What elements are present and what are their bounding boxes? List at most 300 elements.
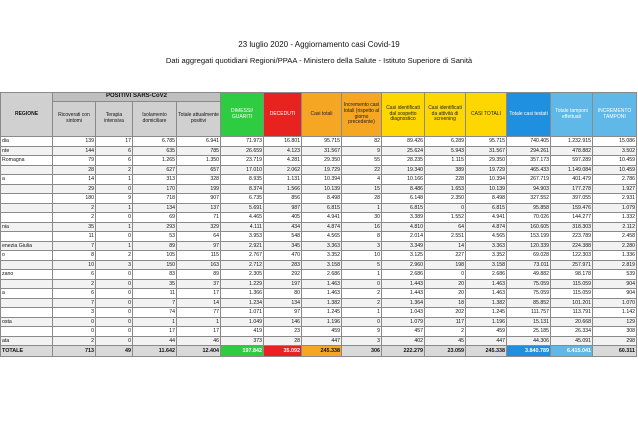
table-cell: 71 — [177, 213, 221, 223]
header-region: REGIONE — [1, 93, 53, 137]
table-cell: 8 — [342, 232, 382, 242]
total-cell: 11.642 — [133, 346, 177, 357]
table-cell: 2 — [425, 327, 466, 337]
table-cell: 373 — [221, 336, 264, 346]
table-cell: 1 — [342, 203, 382, 213]
table-cell: 55 — [342, 156, 382, 166]
table-cell: 0 — [96, 184, 133, 194]
table-cell: 1 — [342, 270, 382, 280]
table-cell: 10.394 — [466, 175, 507, 185]
table-cell: 35 — [133, 279, 177, 289]
table-cell: 1.043 — [382, 308, 425, 318]
table-cell: 17 — [96, 137, 133, 147]
table-cell: 19.340 — [382, 165, 425, 175]
table-cell: 2 — [53, 279, 96, 289]
table-cell: 144 — [53, 146, 96, 156]
table-cell: 0 — [425, 203, 466, 213]
table-cell: 224.388 — [551, 241, 593, 251]
table-cell: 10 — [342, 251, 382, 261]
table-row — [1, 327, 637, 337]
table-cell: 2.551 — [425, 232, 466, 242]
table-cell: 4.941 — [466, 213, 507, 223]
table-cell: 740.405 — [507, 137, 551, 147]
table-cell: 457 — [382, 327, 425, 337]
table-cell: 4.941 — [302, 213, 342, 223]
table-cell: 113.791 — [551, 308, 593, 318]
table-row — [1, 175, 637, 185]
table-cell: 0 — [96, 289, 133, 299]
region-name-cell: a — [1, 175, 53, 185]
table-cell: 2 — [53, 203, 96, 213]
table-cell: 1.245 — [466, 308, 507, 318]
table-cell: 0 — [96, 298, 133, 308]
region-name-cell: zano — [1, 270, 53, 280]
table-cell: 25.185 — [507, 327, 551, 337]
table-cell: 1.245 — [302, 308, 342, 318]
table-cell: 1 — [96, 222, 133, 232]
table-cell: 3.352 — [302, 251, 342, 261]
region-name-cell: dia — [1, 137, 53, 147]
table-cell: 10.459 — [593, 156, 637, 166]
table-cell: 117 — [425, 317, 466, 327]
table-cell: 308 — [593, 327, 637, 337]
table-cell: 4 — [342, 175, 382, 185]
table-cell: 3 — [342, 336, 382, 346]
table-row — [1, 184, 637, 194]
table-cell: 144.277 — [551, 213, 593, 223]
table-row — [1, 156, 637, 166]
header-deceduti: DECEDUTI — [264, 93, 302, 137]
table-cell: 2.458 — [593, 232, 637, 242]
table-cell: 4.465 — [221, 213, 264, 223]
table-cell: 8.498 — [466, 194, 507, 204]
table-cell: 1.350 — [177, 156, 221, 166]
table-cell: 53 — [133, 232, 177, 242]
total-cell: 713 — [53, 346, 96, 357]
table-cell: 3 — [96, 260, 133, 270]
table-cell: 17.010 — [221, 165, 264, 175]
table-cell: 227 — [425, 251, 466, 261]
table-cell: 17 — [177, 327, 221, 337]
table-cell: 1.443 — [382, 289, 425, 299]
table-cell: 6.815 — [466, 203, 507, 213]
table-cell: 3.389 — [382, 213, 425, 223]
table-cell: 77 — [177, 308, 221, 318]
table-cell: 1.463 — [466, 289, 507, 299]
table-cell: 2 — [342, 289, 382, 299]
table-cell: 2 — [342, 298, 382, 308]
table-cell: 0 — [96, 327, 133, 337]
table-cell: 1.265 — [133, 156, 177, 166]
table-cell: 1.366 — [221, 289, 264, 299]
table-cell: 785 — [177, 146, 221, 156]
table-cell: 0 — [96, 336, 133, 346]
table-cell: 257.971 — [551, 260, 593, 270]
region-name-cell: ata — [1, 336, 53, 346]
table-cell: 16 — [342, 222, 382, 232]
table-cell: 478.882 — [551, 146, 593, 156]
total-label: TOTALE — [1, 346, 53, 357]
table-cell: 6.735 — [221, 194, 264, 204]
table-cell: 1.336 — [593, 251, 637, 261]
table-cell: 3.363 — [302, 241, 342, 251]
table-cell: 2.014 — [382, 232, 425, 242]
table-cell: 1 — [96, 241, 133, 251]
table-cell: 6.941 — [177, 137, 221, 147]
table-cell: 1 — [133, 317, 177, 327]
table-cell: 0 — [96, 279, 133, 289]
table-cell: 635 — [133, 146, 177, 156]
table-cell: 1.131 — [264, 175, 302, 185]
table-row — [1, 194, 637, 204]
table-cell: 1.463 — [302, 289, 342, 299]
table-cell: 5 — [342, 260, 382, 270]
report-title: 23 luglio 2020 - Aggiornamento casi Covid-19 — [238, 40, 400, 49]
table-cell: 447 — [302, 336, 342, 346]
table-row — [1, 260, 637, 270]
table-cell: 170 — [133, 184, 177, 194]
region-name-cell: o — [1, 251, 53, 261]
table-cell: 129 — [593, 317, 637, 327]
table-cell: 313 — [133, 175, 177, 185]
table-cell: 1.196 — [466, 317, 507, 327]
total-cell: 222.279 — [382, 346, 425, 357]
table-cell: 447 — [466, 336, 507, 346]
table-cell: 74 — [133, 308, 177, 318]
region-name-cell — [1, 308, 53, 318]
table-cell: 160.605 — [507, 222, 551, 232]
table-cell: 6 — [53, 289, 96, 299]
table-cell: 137 — [177, 203, 221, 213]
total-cell: 245.338 — [466, 346, 507, 357]
table-cell: 4.874 — [466, 222, 507, 232]
table-cell: 97 — [264, 308, 302, 318]
table-cell: 159.476 — [551, 203, 593, 213]
table-cell: 115 — [177, 251, 221, 261]
table-cell: 2.280 — [593, 241, 637, 251]
table-cell: 95.715 — [302, 137, 342, 147]
table-row — [1, 298, 637, 308]
table-cell: 139 — [53, 137, 96, 147]
table-cell: 6.785 — [133, 137, 177, 147]
table-cell: 0 — [53, 317, 96, 327]
region-name-cell: osta — [1, 317, 53, 327]
table-cell: 357.173 — [507, 156, 551, 166]
data-table-container — [0, 92, 636, 357]
table-cell: 89 — [177, 270, 221, 280]
table-cell: 7 — [53, 241, 96, 251]
table-cell: 10.139 — [302, 184, 342, 194]
table-cell: 345 — [264, 241, 302, 251]
table-cell: 15.131 — [507, 317, 551, 327]
table-row — [1, 232, 637, 242]
header-totale-casi-testati: Totale casi testati — [507, 93, 551, 137]
table-cell: 1.115 — [425, 156, 466, 166]
table-cell: 28 — [342, 194, 382, 204]
table-cell: 202 — [425, 308, 466, 318]
table-cell: 294.261 — [507, 146, 551, 156]
table-row — [1, 308, 637, 318]
table-cell: 10.139 — [466, 184, 507, 194]
table-cell: 1.463 — [302, 279, 342, 289]
table-cell: 0 — [342, 317, 382, 327]
table-cell: 228 — [425, 175, 466, 185]
table-cell: 2.767 — [221, 251, 264, 261]
table-cell: 327.552 — [507, 194, 551, 204]
table-cell: 111.757 — [507, 308, 551, 318]
table-cell: 3.363 — [466, 241, 507, 251]
table-cell: 718 — [133, 194, 177, 204]
table-cell: 29.350 — [466, 156, 507, 166]
table-cell: 29 — [53, 184, 96, 194]
table-cell: 17 — [133, 327, 177, 337]
table-row — [1, 279, 637, 289]
table-cell: 1.071 — [221, 308, 264, 318]
table-cell: 0 — [96, 308, 133, 318]
total-cell: 12.404 — [177, 346, 221, 357]
table-cell: 548 — [264, 232, 302, 242]
table-cell: 11 — [53, 232, 96, 242]
header-casi-sospetto: Casi identificati dal sospetto diagnostico — [382, 93, 425, 137]
table-cell: 22 — [342, 165, 382, 175]
table-cell: 3.349 — [382, 241, 425, 251]
table-cell: 31.567 — [302, 146, 342, 156]
region-name-cell: Romagna — [1, 156, 53, 166]
table-cell: 405 — [264, 213, 302, 223]
table-cell: 5.943 — [425, 146, 466, 156]
table-row — [1, 213, 637, 223]
table-row — [1, 251, 637, 261]
table-cell: 97 — [177, 241, 221, 251]
table-cell: 0 — [96, 232, 133, 242]
table-cell: 44.306 — [507, 336, 551, 346]
table-cell: 1.927 — [593, 184, 637, 194]
region-name-cell: nia — [1, 222, 53, 232]
table-cell: 10.166 — [382, 175, 425, 185]
table-cell: 293 — [133, 222, 177, 232]
table-cell: 2.786 — [593, 175, 637, 185]
table-cell: 120.339 — [507, 241, 551, 251]
table-cell: 1 — [342, 308, 382, 318]
table-row — [1, 289, 637, 299]
total-cell: 245.338 — [302, 346, 342, 357]
table-cell: 14 — [425, 241, 466, 251]
table-cell: 328 — [177, 175, 221, 185]
table-cell: 29.350 — [302, 156, 342, 166]
table-cell: 2.712 — [221, 260, 264, 270]
table-cell: 7 — [133, 298, 177, 308]
table-cell: 8.486 — [382, 184, 425, 194]
table-cell: 459 — [302, 327, 342, 337]
table-cell: 10 — [53, 260, 96, 270]
table-cell: 0 — [53, 327, 96, 337]
table-row — [1, 270, 637, 280]
table-cell: 1.142 — [593, 308, 637, 318]
table-cell: 1.653 — [425, 184, 466, 194]
table-cell: 1.149.084 — [551, 165, 593, 175]
table-cell: 26.334 — [551, 327, 593, 337]
table-cell: 6 — [53, 270, 96, 280]
table-cell: 115.059 — [551, 289, 593, 299]
table-cell: 539 — [593, 270, 637, 280]
table-cell: 1.463 — [466, 279, 507, 289]
table-cell: 64 — [177, 232, 221, 242]
table-cell: 4.123 — [264, 146, 302, 156]
table-cell: 402 — [382, 336, 425, 346]
table-row — [1, 317, 637, 327]
header-casi-totali: Casi totali — [302, 93, 342, 137]
table-cell: 419 — [221, 327, 264, 337]
table-cell: 1.049 — [221, 317, 264, 327]
table-cell: 45.091 — [551, 336, 593, 346]
total-row — [1, 346, 637, 357]
table-cell: 80 — [264, 289, 302, 299]
table-cell: 7 — [53, 298, 96, 308]
table-cell: 69.028 — [507, 251, 551, 261]
header-totale-tamponi: Totale tamponi effettuati — [551, 93, 593, 137]
table-cell: 3.158 — [466, 260, 507, 270]
table-cell: 75.059 — [507, 279, 551, 289]
table-cell: 2.686 — [466, 270, 507, 280]
table-cell: 0 — [96, 317, 133, 327]
table-cell: 0 — [96, 213, 133, 223]
table-cell: 1.332 — [593, 213, 637, 223]
table-cell: 28.235 — [382, 156, 425, 166]
table-cell: 180 — [53, 194, 96, 204]
table-cell: 14 — [53, 175, 96, 185]
table-cell: 904 — [593, 289, 637, 299]
table-cell: 146 — [264, 317, 302, 327]
header-incremento-tamponi: INCREMENTO TAMPONI — [593, 93, 637, 137]
table-cell: 2.819 — [593, 260, 637, 270]
table-cell: 3.502 — [593, 146, 637, 156]
table-cell: 2.686 — [302, 270, 342, 280]
region-name-cell — [1, 165, 53, 175]
table-cell: 2 — [96, 251, 133, 261]
table-cell: 134 — [264, 298, 302, 308]
table-cell: 2.350 — [425, 194, 466, 204]
table-cell: 15 — [342, 184, 382, 194]
table-row — [1, 146, 637, 156]
table-cell: 1.070 — [593, 298, 637, 308]
table-cell: 153.199 — [507, 232, 551, 242]
table-cell: 6 — [96, 156, 133, 166]
table-cell: 73.011 — [507, 260, 551, 270]
table-cell: 2.931 — [593, 194, 637, 204]
table-cell: 3.125 — [382, 251, 425, 261]
table-cell: 267.719 — [507, 175, 551, 185]
table-cell: 45 — [425, 336, 466, 346]
total-cell: 197.842 — [221, 346, 264, 357]
table-cell: 2.686 — [382, 270, 425, 280]
total-cell: 23.059 — [425, 346, 466, 357]
table-cell: 150 — [133, 260, 177, 270]
table-cell: 3 — [53, 308, 96, 318]
table-cell: 292 — [264, 270, 302, 280]
table-cell: 20 — [425, 279, 466, 289]
report-subtitle: Dati aggregati quotidiani Regioni/PPAA - Ministero della Salute - Istituto Superiore di Sanità — [165, 56, 473, 65]
table-cell: 0 — [342, 279, 382, 289]
table-cell: 89 — [133, 241, 177, 251]
table-cell: 197 — [264, 279, 302, 289]
table-cell: 19.729 — [302, 165, 342, 175]
total-cell: 6.415.041 — [551, 346, 593, 357]
table-row — [1, 222, 637, 232]
table-cell: 4.874 — [302, 222, 342, 232]
table-cell: 23.719 — [221, 156, 264, 166]
table-cell: 2.062 — [264, 165, 302, 175]
table-cell: 8.374 — [221, 184, 264, 194]
table-row — [1, 336, 637, 346]
region-name-cell — [1, 213, 53, 223]
table-cell: 14 — [177, 298, 221, 308]
table-cell: 199 — [177, 184, 221, 194]
table-cell: 115.059 — [551, 279, 593, 289]
table-cell: 397.055 — [551, 194, 593, 204]
table-cell: 1.232.915 — [551, 137, 593, 147]
table-cell: 17 — [177, 289, 221, 299]
table-cell: 470 — [264, 251, 302, 261]
region-name-cell — [1, 260, 53, 270]
table-cell: 1.229 — [221, 279, 264, 289]
table-cell: 98.178 — [551, 270, 593, 280]
table-row — [1, 165, 637, 175]
total-cell: 60.311 — [593, 346, 637, 357]
table-cell: 122.303 — [551, 251, 593, 261]
table-cell: 2 — [96, 165, 133, 175]
table-cell: 18 — [425, 298, 466, 308]
table-cell: 1 — [96, 175, 133, 185]
table-cell: 44 — [133, 336, 177, 346]
table-cell: 8 — [53, 251, 96, 261]
region-name-cell — [1, 194, 53, 204]
table-cell: 105 — [133, 251, 177, 261]
table-cell: 20.668 — [551, 317, 593, 327]
table-cell: 11 — [133, 289, 177, 299]
table-cell: 1.234 — [221, 298, 264, 308]
table-cell: 2.921 — [221, 241, 264, 251]
table-cell: 657 — [177, 165, 221, 175]
table-cell: 75.059 — [507, 289, 551, 299]
table-cell: 9 — [342, 146, 382, 156]
table-cell: 49.882 — [507, 270, 551, 280]
table-cell: 2.112 — [593, 222, 637, 232]
table-cell: 4.810 — [382, 222, 425, 232]
table-cell: 85.852 — [507, 298, 551, 308]
table-cell: 25.624 — [382, 146, 425, 156]
region-name-cell: nte — [1, 146, 53, 156]
table-cell: 6.815 — [302, 203, 342, 213]
region-name-cell: enezia Giulia — [1, 241, 53, 251]
table-cell: 4.111 — [221, 222, 264, 232]
table-cell: 19.729 — [466, 165, 507, 175]
table-cell: 907 — [177, 194, 221, 204]
table-cell: 1.443 — [382, 279, 425, 289]
table-cell: 69 — [133, 213, 177, 223]
table-cell: 4.565 — [302, 232, 342, 242]
header-totale-positivi: Totale attualmente positivi — [177, 102, 221, 137]
table-cell: 4.565 — [466, 232, 507, 242]
table-cell: 8.498 — [302, 194, 342, 204]
table-cell: 10.459 — [593, 165, 637, 175]
table-cell: 15.086 — [593, 137, 637, 147]
table-cell: 1.552 — [425, 213, 466, 223]
region-name-cell: a — [1, 289, 53, 299]
table-cell: 329 — [177, 222, 221, 232]
table-cell: 20 — [425, 289, 466, 299]
table-cell: 401.479 — [551, 175, 593, 185]
table-cell: 23 — [264, 327, 302, 337]
